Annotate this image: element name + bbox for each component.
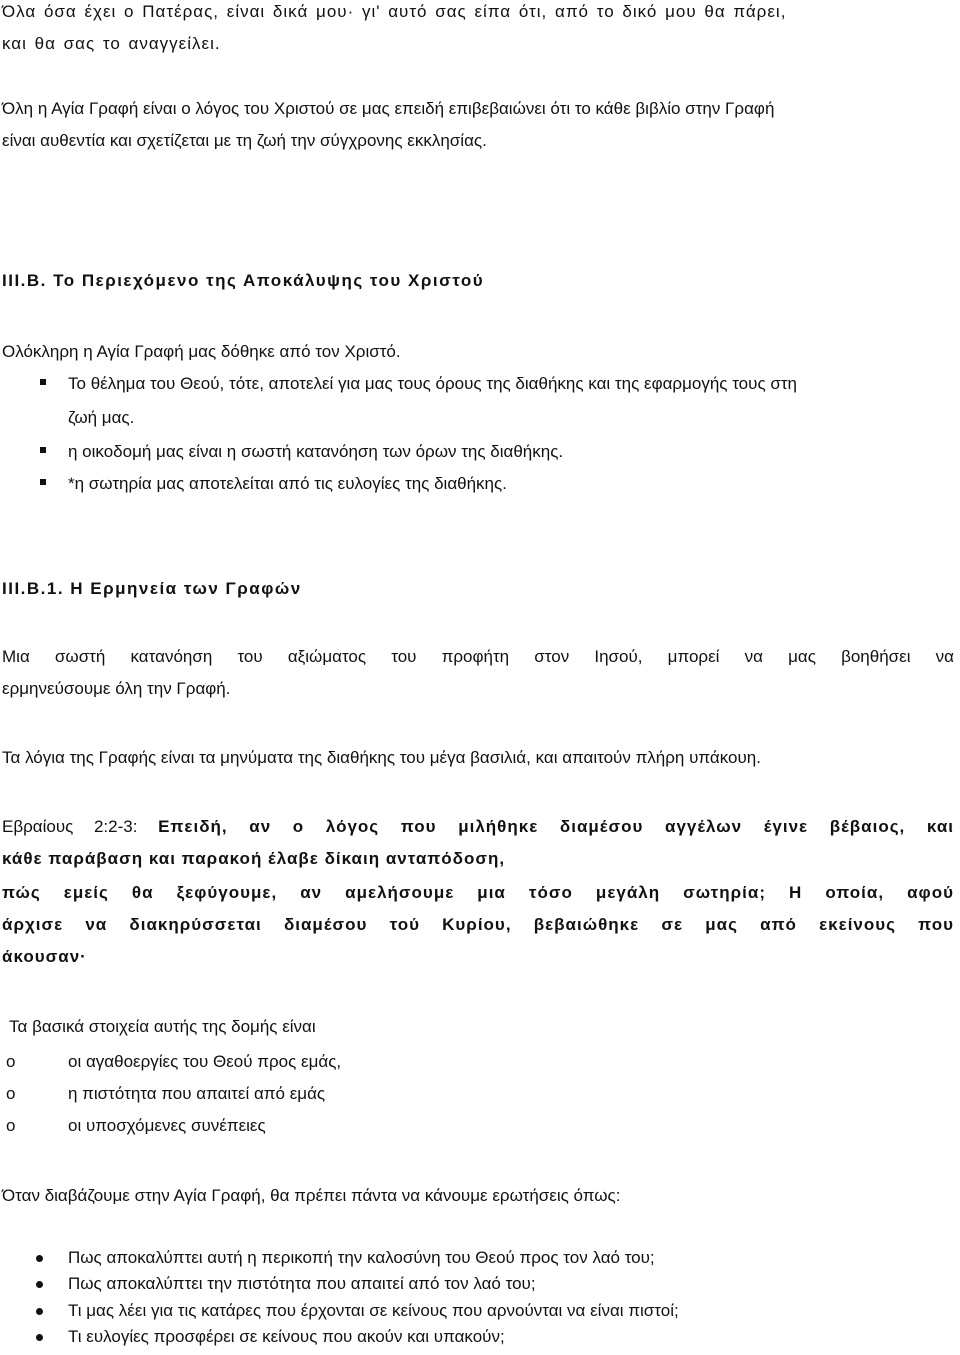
list-item: *η σωτηρία μας αποτελείται από τις ευλογίες της διαθήκης. xyxy=(68,474,507,493)
scripture-quote-line-1 xyxy=(2,818,954,835)
paragraph-1-line-1: Όλη η Αγία Γραφή είναι ο λόγος του Χριστού σε μας επειδή επιβεβαιώνει ότι το κάθε βιβλίο στην Γραφή xyxy=(2,99,775,118)
circle-bullet-icon: o xyxy=(6,1052,16,1071)
bullet-dot-icon xyxy=(36,1281,43,1288)
list-item-continuation: ζωή μας. xyxy=(68,408,135,427)
scripture-quote-line-2: κάθε παράβαση και παρακοή έλαβε δίκαιη ανταπόδοση, xyxy=(2,849,506,868)
square-bullet-icon xyxy=(40,379,46,385)
square-bullet-icon xyxy=(40,447,46,453)
scripture-quote-line-3: πώς εμείς θα ξεφύγουμε, αν αμελήσουμε μια τόσο μεγάλη σωτηρία; Η οποία, αφού xyxy=(2,883,954,902)
circle-bullet-icon: o xyxy=(6,1084,16,1103)
list-item: Τι ευλογίες προσφέρει σε κείνους που ακούν και υπακούν; xyxy=(68,1327,505,1346)
section-heading-iii-b-1: III.B.1. Η Ερμηνεία των Γραφών xyxy=(2,579,302,598)
section-b1-paragraph-line-1: Μια σωστή κατανόηση του αξιώματος του προφήτη στον Ιησού, μπορεί να μας βοηθήσει να xyxy=(2,647,954,666)
section-b-intro: Ολόκληρη η Αγία Γραφή μας δόθηκε από τον Χριστό. xyxy=(2,342,401,361)
circle-bullet-icon: o xyxy=(6,1116,16,1135)
section-b1-paragraph-line-2: ερμηνεύσουμε όλη την Γραφή. xyxy=(2,679,231,698)
list-item: Τι μας λέει για τις κατάρες που έρχονται σε κείνους που αρνούνται να είναι πιστοί; xyxy=(68,1301,679,1320)
list-item: οι αγαθοεργίες του Θεού προς εμάς, xyxy=(68,1052,342,1071)
intro-line-2: και θα σας το αναγγείλει. xyxy=(2,34,221,53)
section-b1-paragraph-2: Τα λόγια της Γραφής είναι τα μηνύματα της διαθήκης του μέγα βασιλιά, και απαιτούν πλήρη υπάκουη. xyxy=(2,748,761,767)
scripture-reference: Εβραίους 2:2-3: xyxy=(2,817,159,836)
list-item: η πιστότητα που απαιτεί από εμάς xyxy=(68,1084,326,1103)
structure-intro: Τα βασικά στοιχεία αυτής της δομής είναι xyxy=(9,1017,316,1036)
list-item: Το θέλημα του Θεού, τότε, αποτελεί για μας τους όρους της διαθήκης και της εφαρμογής τους στη xyxy=(68,374,798,393)
scripture-quote-line-5: άκουσαν· xyxy=(2,947,87,966)
intro-line-1: Όλα όσα έχει ο Πατέρας, είναι δικά μου· γι' αυτό σας είπα ότι, από το δικό μου θα πάρει, xyxy=(2,2,787,21)
scripture-quote-line-4: άρχισε να διακηρύσσεται διαμέσου τού Κυρίου, βεβαιώθηκε σε μας από εκείνους που xyxy=(2,915,954,934)
list-item: Πως αποκαλύπτει την πιστότητα που απαιτεί από τον λαό του; xyxy=(68,1274,536,1293)
list-item: η οικοδομή μας είναι η σωστή κατανόηση των όρων της διαθήκης. xyxy=(68,442,564,461)
square-bullet-icon xyxy=(40,479,46,485)
list-item: οι υποσχόμενες συνέπειες xyxy=(68,1116,266,1135)
bullet-dot-icon xyxy=(36,1255,43,1262)
section-heading-iii-b: III.B. Το Περιεχόμενο της Αποκάλυψης του Χριστού xyxy=(2,271,485,290)
paragraph-1-line-2: είναι αυθεντία και σχετίζεται με τη ζωή την σύγχρονης εκκλησίας. xyxy=(2,131,487,150)
bullet-dot-icon xyxy=(36,1334,43,1341)
scripture-text: Επειδή, αν ο λόγος που μιλήθηκε διαμέσου αγγέλων έγινε βέβαιος, και xyxy=(158,817,954,836)
questions-intro: Όταν διαβάζουμε στην Αγία Γραφή, θα πρέπει πάντα να κάνουμε ερωτήσεις όπως: xyxy=(2,1186,621,1205)
bullet-dot-icon xyxy=(36,1308,43,1315)
list-item: Πως αποκαλύπτει αυτή η περικοπή την καλοσύνη του Θεού προς τον λαό του; xyxy=(68,1248,655,1267)
